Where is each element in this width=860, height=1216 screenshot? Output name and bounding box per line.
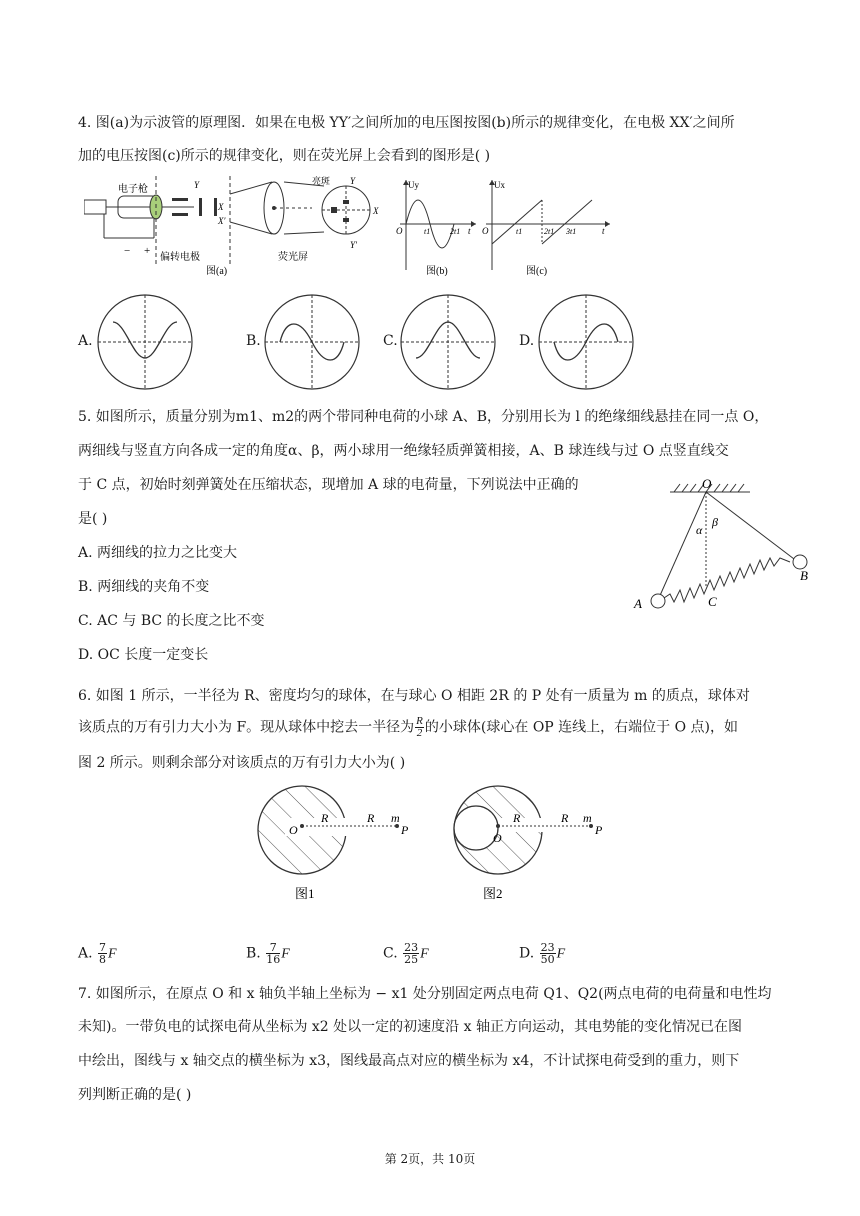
label-spot: 亮斑 [312,176,331,186]
fig1-R1: R [321,811,329,825]
caption-b: 图(b) [426,266,448,276]
q6-option-a-den: 8 [99,953,107,966]
q5-line-4: 是( ) [78,511,108,527]
label-X: X [218,202,224,212]
q6-option-b-label: B. [246,945,261,962]
q4-line-1: 4. 图(a)为示波管的原理图．如果在电极 YY′之间所加的电压图按图(b)所示的规律变化，在电极 XX′之间所 [78,115,735,131]
q6-frac-num: R [416,715,423,727]
b-t1: t1 [424,227,431,236]
c-t1: t1 [516,227,523,236]
c-origin: O [482,226,489,236]
q4-figure-a [84,176,394,276]
q6-option-b-frac [266,942,280,965]
label-deflect: 偏转电极 [160,252,200,263]
q6-option-d-frac [540,942,556,965]
label-minus: − [124,245,131,257]
label-plus: + [144,245,151,257]
q4-option-a-figure [95,292,195,392]
q5-option-b: B. 两细线的夹角不变 [78,579,210,595]
fig1-P: P [401,823,409,837]
q5-line-2: 两细线与竖直方向各成一定的角度α、β，两小球用一绝缘轻质弹簧相接，A、B 球连线与过 O 点竖直线交 [78,443,729,459]
label-screen: 荧光屏 [278,252,308,263]
q6-figure-2 [443,782,613,906]
fig2-caption: 图2 [483,886,503,901]
q6-option-a [78,942,117,965]
q7-line-1: 7. 如图所示，在原点 O 和 x 轴负半轴上坐标为 − x1 处分别固定两点电荷 Q1、Q2(两点电荷的电荷量和电性均 [78,986,772,1002]
fig1-R2: R [367,811,375,825]
q5-line-3: 于 C 点，初始时刻弹簧处在压缩状态，现增加 A 球的电荷量，下列说法中正确的 [78,477,579,493]
q5-label-B: B [800,568,808,583]
q4-option-d-figure [536,292,636,392]
fig1-O: O [289,823,298,837]
label-Xp: X′ [218,216,226,226]
q5-option-c: C. AC 与 BC 的长度之比不变 [78,613,265,629]
q6-option-a-unit: F [108,946,117,962]
fig2-R1: R [513,811,521,825]
c-t: t [602,226,605,236]
q5-label-A: A [634,596,642,611]
q6-line-2a: 该质点的万有引力大小为 F。现从球体中挖去一半径为 [78,719,415,736]
q6-option-a-label: A. [78,945,93,962]
b-t: t [468,226,471,236]
q6-frac-den: 2 [416,727,423,739]
q6-option-c-den: 25 [404,953,419,966]
b-t2: 2t1 [450,227,461,236]
q4-figure-c [482,176,614,276]
fig2-m: m [583,811,592,825]
q6-option-a-num: 7 [99,941,107,954]
q4-line-2: 加的电压按图(c)所示的规律变化，则在荧光屏上会看到的图形是( ) [78,148,491,164]
q7-line-4: 列判断正确的是( ) [78,1087,192,1103]
q6-fraction [415,716,424,739]
q5-figure [630,478,820,616]
q4-figure-b [396,176,478,276]
fig2-P: P [595,823,603,837]
q6-option-c-label: C. [383,945,398,962]
label-Yp: Y′ [350,240,357,250]
q5-label-alpha: α [696,523,703,537]
c-t2: 2t1 [544,227,555,236]
q7-line-3: 中绘出，图线与 x 轴交点的横坐标为 x3，图线最高点对应的横坐标为 x4，不计试探电荷受到的重力，则下 [78,1053,740,1069]
q6-option-d-den: 50 [540,953,555,966]
q5-label-O: O [702,478,712,491]
q6-option-b-unit: F [281,946,290,962]
q5-line-1: 5. 如图所示，质量分别为m1、m2的两个带同种电荷的小球 A、B，分别用长为 l 的绝缘细线悬挂在同一点 O， [78,409,769,425]
q4-option-a-label: A. [78,333,93,349]
q6-option-c-num: 23 [404,941,419,954]
fig1-m: m [391,811,400,825]
caption-a: 图(a) [206,266,228,276]
b-ylabel: Uy [408,180,419,190]
fig2-R2: R [561,811,569,825]
fig2-O: O [493,831,502,845]
q7-line-2: 未知)。一带负电的试探电荷从坐标为 x2 处以一定的初速度沿 x 轴正方向运动，其电势能的变化情况已在图 [78,1019,742,1035]
label-gun: 电子枪 [118,184,148,195]
q5-label-C: C [708,594,717,609]
q6-option-d [519,942,565,965]
page-footer: 第 2页，共 10页 [384,1152,476,1166]
q6-option-b-den: 16 [266,953,281,966]
c-ylabel: Ux [494,180,505,190]
q6-option-c [383,942,429,965]
q6-line-3: 图 2 所示。则剩余部分对该质点的万有引力大小为( ) [78,755,406,771]
q4-option-c-figure [398,292,498,392]
q6-line-2b: 的小球体(球心在 OP 连线上，右端位于 O 点)，如 [424,719,739,736]
q6-option-d-label: D. [519,945,535,962]
c-t3: 3t1 [566,227,577,236]
q6-option-b-num: 7 [266,942,280,954]
q4-option-c-label: C. [383,333,398,349]
caption-c: 图(c) [526,266,548,276]
q5-label-beta: β [712,515,718,529]
q6-option-c-frac [403,942,419,965]
q4-option-d-label: D. [519,333,535,349]
q5-option-d: D. OC 长度一定变长 [78,647,209,663]
q6-option-c-unit: F [420,946,429,962]
q6-option-b [246,942,290,965]
label-Y2: Y [350,176,356,186]
q6-line-1: 6. 如图 1 所示，一半径为 R、密度均匀的球体，在与球心 O 相距 2R 的 P 处有一质量为 m 的质点，球体对 [78,688,750,704]
b-origin: O [396,226,403,236]
q5-option-a: A. 两细线的拉力之比变大 [78,545,238,561]
q4-option-b-figure [262,292,362,392]
q6-option-d-unit: F [556,946,566,962]
label-Y: Y [194,180,200,190]
q6-figure-1 [255,782,425,906]
q4-option-b-label: B. [246,333,261,349]
q6-line-2 [78,716,738,739]
fig1-caption: 图1 [295,886,315,901]
label-X2: X [373,206,379,216]
q6-option-d-num: 23 [540,941,555,954]
q6-option-a-frac [98,942,107,965]
